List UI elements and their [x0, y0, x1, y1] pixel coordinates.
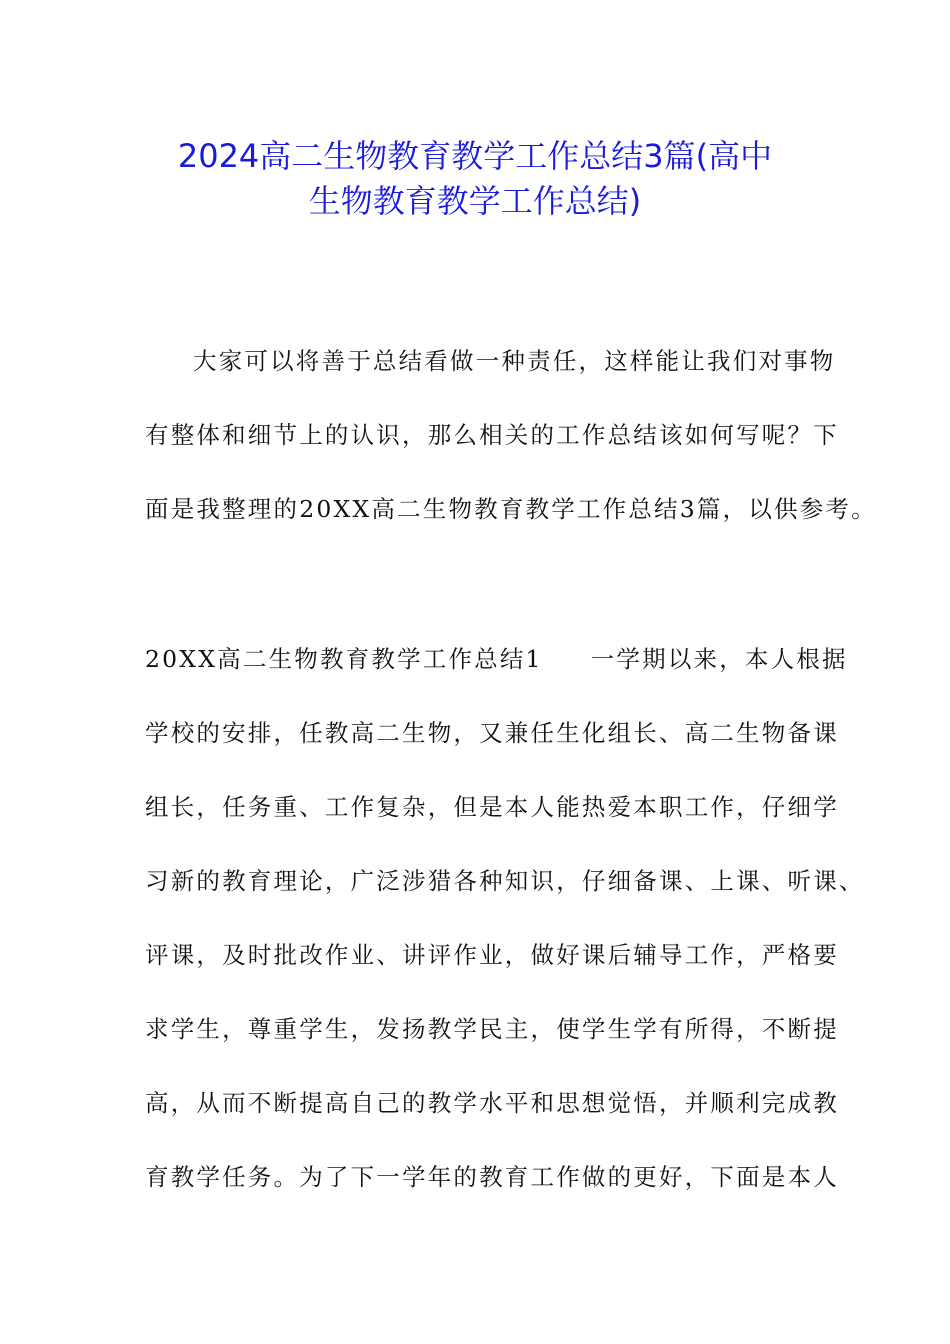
section1-line-7: 高，从而不断提高自己的教学水平和思想觉悟，并顺利完成教 — [145, 1089, 839, 1117]
section1-line-2: 学校的安排，任教高二生物，又兼任生化组长、高二生物备课 — [145, 719, 839, 747]
section1-line-4: 习新的教育理论，广泛涉猎各种知识，仔细备课、上课、听课、 — [145, 867, 865, 895]
section1-first-line-text: 一学期以来，本人根据 — [590, 645, 848, 673]
section1-line-8: 育教学任务。为了下一学年的教育工作做的更好，下面是本人 — [145, 1163, 839, 1191]
section1-heading: 20XX高二生物教育教学工作总结1 — [145, 645, 543, 673]
document-title-line-2: 生物教育教学工作总结) — [308, 182, 642, 220]
section1-line-6: 求学生，尊重学生，发扬教学民主，使学生学有所得，不断提 — [145, 1015, 839, 1043]
intro-line-3: 面是我整理的20XX高二生物教育教学工作总结3篇，以供参考。 — [145, 495, 877, 523]
section1-first-line — [145, 644, 848, 674]
section1-line-5: 评课，及时批改作业、讲评作业，做好课后辅导工作，严格要 — [145, 941, 839, 969]
section1-line-3: 组长，任务重、工作复杂，但是本人能热爱本职工作，仔细学 — [145, 793, 839, 821]
intro-line-1: 大家可以将善于总结看做一种责任，这样能让我们对事物 — [193, 347, 836, 375]
document-title-line-1: 2024高二生物教育教学工作总结3篇(高中 — [177, 137, 773, 175]
intro-line-2: 有整体和细节上的认识，那么相关的工作总结该如何写呢？下 — [145, 421, 839, 449]
